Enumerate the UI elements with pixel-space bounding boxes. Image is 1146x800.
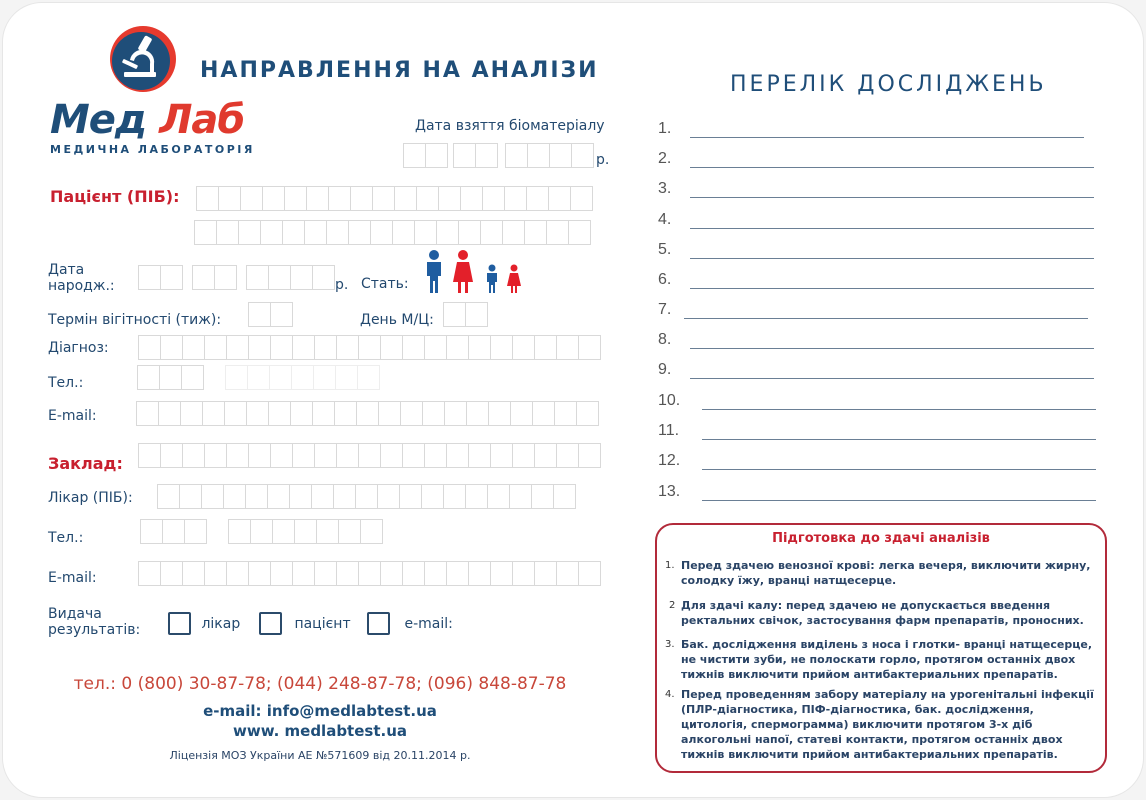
cycle-day-input[interactable] [443,302,487,327]
results-option-patient[interactable] [259,612,351,635]
biomaterial-month-input[interactable] [453,143,497,168]
institution-input[interactable] [138,443,600,468]
results-label-line2: результатів: [48,622,141,638]
preparation-item-2: 2 Для здачі калу: перед здачею не допускається введення ректальних свічок, застосування фарм препаратів, проносних. [669,599,1084,627]
doctor-phone-label: Тел.: [48,530,84,546]
test-row-3[interactable]: 3. [658,180,1098,200]
doctor-name-input[interactable] [157,484,575,509]
patient-email-input[interactable] [136,401,598,426]
doctor-email-input[interactable] [138,561,600,586]
pregnancy-term-input[interactable] [248,302,292,327]
patient-label: Пацієнт (ПІБ): [50,187,180,206]
doctor-email-label: E-mail: [48,570,97,586]
microscope-icon [108,24,178,94]
test-row-12[interactable]: 12. [658,452,1098,472]
birth-date-label [48,262,115,294]
cycle-day-label: День М/Ц: [360,312,434,328]
patient-option-label: пацієнт [294,615,351,632]
patient-phone-label: Тел.: [48,375,84,391]
pregnancy-term-label: Термін вігітності (тиж): [48,312,222,328]
doctor-option-label: лікар [201,615,241,632]
diagnosis-label: Діагноз: [48,340,109,356]
doctor-phone-code-input[interactable] [140,519,206,544]
patient-email-label: E-mail: [48,408,97,424]
birth-date-label-line1: Дата [48,262,85,278]
birth-year-suffix: р. [335,277,349,293]
test-row-10[interactable]: 10. [658,392,1098,412]
footer-phones: тел.: 0 (800) 30-87-78; (044) 248-87-78; (096) 848-87-78 [73,674,567,694]
footer-email[interactable]: e-mail: info@medlabtest.ua [203,702,437,720]
patient-phone-code-input[interactable] [137,365,203,390]
man-icon[interactable] [424,250,444,294]
biomaterial-year-input[interactable] [505,143,593,168]
birth-year-input[interactable] [246,265,334,290]
results-delivery-label [48,606,140,638]
sex-selector [424,250,524,296]
test-row-2[interactable]: 2. [658,150,1098,170]
sex-label: Стать: [361,276,409,292]
birth-date-label-line2: народж.: [48,278,115,294]
test-row-5[interactable]: 5. [658,241,1098,261]
logo-emblem [108,24,178,94]
doctor-label: Лікар (ПІБ): [48,490,133,506]
institution-label: Заклад: [48,454,123,473]
woman-icon[interactable] [452,250,474,294]
test-row-9[interactable]: 9. [658,361,1098,381]
diagnosis-input[interactable] [138,335,600,360]
page-title: НАПРАВЛЕННЯ НА АНАЛІЗИ [200,58,599,83]
tests-list-title: ПЕРЕЛІК ДОСЛІДЖЕНЬ [730,72,1047,97]
patient-name-input-2[interactable] [194,220,590,245]
footer-website[interactable]: www. medlabtest.ua [232,722,408,740]
patient-checkbox[interactable] [259,612,282,635]
results-option-email[interactable] [367,612,453,635]
preparation-item-1: 1. Перед здачею венозної крові: легка вечеря, виключити жирну, солодку їжу, вранці натщесерце. [665,559,1091,587]
email-option-label: e-mail: [404,615,453,632]
logo-wordmark [50,98,244,142]
test-row-8[interactable]: 8. [658,331,1098,351]
footer-license: Ліцензія МОЗ України АЕ №571609 від 20.11.2014 р. [169,749,471,762]
birth-day-input[interactable] [138,265,182,290]
biomaterial-day-input[interactable] [403,143,447,168]
biomaterial-date-label: Дата взяття біоматеріалу [415,118,605,134]
test-row-11[interactable]: 11. [658,422,1098,442]
preparation-item-3: 3. Бак. дослідження виділень з носа і глотки- вранці натщесерце, не чистити зуби, не полоскати горло, протягом останніх двох тижнів виключити прийом антибактериальних препаратів. [665,638,1093,681]
birth-month-input[interactable] [192,265,236,290]
logo-subtitle: МЕДИЧНА ЛАБОРАТОРІЯ [50,143,255,156]
doctor-checkbox[interactable] [168,612,191,635]
girl-icon[interactable] [506,264,522,294]
preparation-instructions-box [655,523,1107,773]
patient-name-input-1[interactable] [196,186,592,211]
preparation-title: Підготовка до здачі аналізів [772,531,990,546]
test-row-7[interactable]: 7. [658,301,1098,321]
logo-main: Мед [50,97,147,143]
test-row-4[interactable]: 4. [658,211,1098,231]
preparation-item-4: 4. Перед проведенням забору матеріалу на урогенітальні інфекції (ПЛР-діагностика, ПІФ-діагностика, бак. дослідження, цитологія, спермограмма) виключити протягом 3-х діб алкогольні напої, статеві контакти, протягом останніх двох тижнів виключити прийом антибактериальних препаратів. [665,688,1094,761]
results-option-doctor[interactable] [168,612,240,635]
test-row-6[interactable]: 6. [658,271,1098,291]
results-label-line1: Видача [48,606,102,622]
logo-accent: Лаб [159,97,245,143]
test-row-1[interactable]: 1. [658,120,1098,140]
email-checkbox[interactable] [367,612,390,635]
doctor-phone-number-input[interactable] [228,519,382,544]
boy-icon[interactable] [485,264,499,294]
test-row-13[interactable]: 13. [658,483,1098,503]
year-suffix: р. [596,152,610,168]
patient-phone-number-input[interactable] [225,365,379,390]
